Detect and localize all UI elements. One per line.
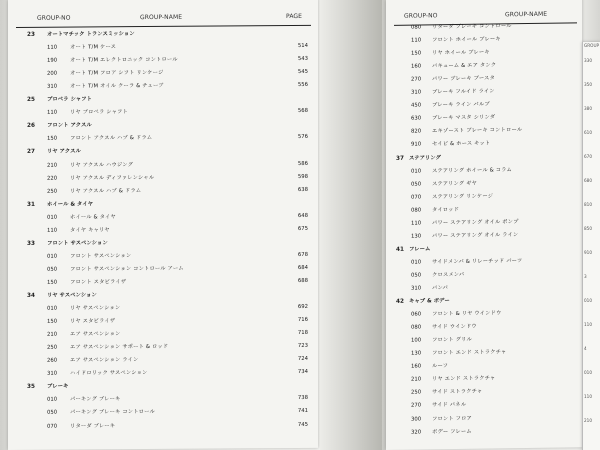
- group-code: 010: [47, 305, 58, 312]
- group-code: 130: [411, 233, 422, 240]
- index-item-row: [16, 79, 312, 93]
- group-code: 050: [47, 410, 58, 417]
- group-name: リヤ アクスル ディファレンシャル: [70, 174, 155, 182]
- section-name: フロント アクスル: [47, 122, 92, 130]
- group-name: パワー ステアリング オイル ライン: [432, 231, 519, 240]
- group-name: オート T/M エレクトロニック コントロール: [70, 56, 178, 64]
- section-name: オートマチック トランスミッション: [47, 31, 135, 38]
- group-code: 080: [411, 324, 422, 331]
- page-number: 568: [297, 108, 308, 115]
- index-item-row: [394, 189, 578, 204]
- group-name: エア サスペンション: [70, 331, 121, 338]
- group-name: エア サスペンション サポート & ロッド: [70, 344, 169, 351]
- group-name: タイヤ キャリヤ: [70, 227, 110, 234]
- group-name: リヤ ホイール ブレーキ: [432, 49, 490, 57]
- group-code: 260: [47, 357, 58, 364]
- group-code: 050: [411, 272, 422, 279]
- section-header-row: [16, 236, 312, 250]
- index-item-row: [394, 163, 578, 178]
- group-code: 110: [47, 109, 58, 117]
- index-item-row: [394, 32, 578, 47]
- group-code: 110: [411, 37, 422, 44]
- index-item-row: [16, 353, 312, 367]
- index-item-row: [394, 411, 578, 426]
- section-name: フロント サスペンション: [47, 240, 108, 247]
- group-name: ハイドロリック サスペンション: [70, 370, 148, 377]
- index-item-row: [16, 327, 312, 341]
- index-item-row: [394, 202, 578, 217]
- group-name: ルーフ: [432, 363, 449, 370]
- group-code: 010: [47, 253, 58, 260]
- group-code: 080: [411, 207, 422, 214]
- section-header-row: [16, 288, 312, 302]
- page-number: 734: [297, 369, 308, 376]
- group-code: 250: [47, 188, 58, 195]
- group-name: リターダ ブレーキ: [70, 422, 116, 430]
- group-code: 150: [47, 279, 58, 286]
- group-code: 070: [47, 423, 58, 430]
- group-name: フロント サスペンション: [70, 252, 132, 260]
- edge-code: 850: [584, 226, 592, 231]
- group-name: リヤ サスペンション: [70, 305, 121, 312]
- group-name: クロスメンバ: [432, 271, 465, 279]
- section-name: リヤ アクスル: [47, 148, 81, 156]
- page-number: 678: [297, 251, 308, 258]
- group-code: 050: [47, 266, 58, 273]
- index-item-row: [16, 314, 312, 328]
- group-name: リヤ スタビライザ: [70, 318, 116, 325]
- page-number: 684: [297, 264, 308, 271]
- group-name: リヤ プロペラ シャフト: [70, 109, 128, 116]
- edge-code: 010: [584, 370, 592, 375]
- section-name: キャブ & ボデー: [409, 298, 450, 305]
- index-item-row: [16, 66, 312, 80]
- right-group-name-header: GROUP-NAME: [505, 10, 548, 19]
- page-number: 545: [297, 69, 308, 76]
- group-code: 150: [411, 50, 422, 57]
- group-name: オート T/M オイル クーラ & チューブ: [70, 83, 164, 90]
- section-number: 25: [27, 97, 35, 104]
- group-code: 010: [47, 214, 58, 221]
- page-number: 514: [297, 42, 308, 50]
- section-number: 33: [27, 240, 35, 247]
- group-code: 210: [47, 331, 58, 338]
- index-item-row: [394, 280, 578, 295]
- group-code: 080: [411, 24, 422, 31]
- group-name: オート T/M フロア シフト リンケージ: [70, 70, 164, 77]
- edge-header: GROUP: [584, 43, 600, 48]
- group-code: 150: [47, 136, 58, 143]
- group-code: 220: [47, 175, 58, 182]
- index-item-row: [394, 176, 578, 191]
- section-number: 23: [27, 31, 35, 38]
- group-code: 210: [47, 162, 58, 169]
- group-code: 200: [47, 70, 58, 77]
- group-name: パワー ブレーキ ブースタ: [432, 75, 495, 83]
- page-number: 556: [297, 82, 308, 89]
- page-number: 675: [297, 225, 308, 232]
- page-number: 716: [297, 316, 308, 324]
- page-header: PAGE: [286, 12, 303, 21]
- section-name: フレーム: [409, 246, 431, 253]
- edge-code: 110: [584, 394, 592, 399]
- section-name: プロペラ シャフト: [47, 96, 92, 103]
- group-code: 110: [47, 44, 58, 51]
- group-name: エキゾースト ブレーキ コントロール: [432, 127, 523, 135]
- index-item-row: [16, 53, 312, 67]
- index-item-row: [16, 301, 312, 315]
- index-item-row: [16, 223, 312, 237]
- group-no-header: GROUP-NO: [37, 14, 71, 22]
- index-item-row: [394, 372, 578, 387]
- section-header-row: [16, 92, 312, 106]
- group-name: パーキング ブレーキ: [70, 396, 121, 403]
- group-code: 010: [411, 259, 422, 266]
- group-code: 300: [411, 416, 422, 423]
- page-number: 638: [297, 186, 308, 193]
- index-item-row: [394, 385, 578, 400]
- page-number: 718: [297, 330, 308, 337]
- edge-code: 3: [584, 274, 587, 279]
- section-number: 31: [27, 201, 35, 208]
- group-code: 310: [411, 89, 422, 96]
- book-gutter: [320, 0, 382, 450]
- section-name: ステアリング: [409, 154, 441, 162]
- index-item-row: [394, 306, 578, 321]
- index-item-row: [16, 105, 312, 119]
- edge-code: 610: [584, 130, 592, 135]
- section-header-row: [16, 27, 312, 41]
- group-name: サイド ストラクチャ: [432, 389, 483, 396]
- page-number: 745: [297, 421, 308, 428]
- group-name: パーキング ブレーキ コントロール: [70, 409, 155, 417]
- edge-code: 680: [584, 178, 592, 183]
- group-name-header: GROUP-NAME: [140, 13, 183, 22]
- section-header-row: [16, 118, 312, 132]
- group-code: 630: [411, 115, 422, 122]
- section-number: 42: [396, 298, 404, 305]
- group-code: 310: [47, 370, 58, 378]
- group-name: パワー ステアリング オイル ポンプ: [432, 218, 519, 227]
- group-code: 060: [411, 311, 422, 318]
- edge-code: 330: [584, 58, 592, 63]
- edge-code: 670: [584, 154, 592, 159]
- group-name: ステアリング ギヤ: [432, 180, 477, 187]
- page-number: 692: [297, 303, 308, 311]
- section-name: ホイール & タイヤ: [47, 201, 93, 208]
- section-number: 37: [396, 155, 404, 162]
- index-item-row: [16, 405, 312, 419]
- index-item-row: [394, 254, 578, 269]
- group-name: フロント ホイール ブレーキ: [432, 36, 501, 44]
- index-item-row: [394, 124, 578, 139]
- index-item-row: [394, 111, 578, 126]
- edge-code: 910: [584, 250, 592, 255]
- index-item-row: [394, 19, 578, 34]
- right-page: [386, 0, 582, 450]
- group-name: セイビ & ホース キット: [432, 140, 491, 148]
- page-number: 723: [297, 343, 308, 350]
- group-name: フロント グリル: [432, 336, 472, 344]
- index-item-row: [394, 319, 578, 334]
- index-item-row: [394, 137, 578, 152]
- index-item-row: [394, 267, 578, 282]
- group-code: 210: [411, 376, 422, 383]
- group-code: 050: [411, 181, 422, 188]
- index-item-row: [394, 85, 578, 100]
- group-code: 450: [411, 102, 422, 109]
- edge-code: 210: [584, 418, 592, 423]
- group-name: サイド ウインドウ: [432, 323, 477, 331]
- index-item-row: [394, 228, 578, 243]
- index-item-row: [394, 333, 578, 348]
- group-name: サイド パネル: [432, 402, 467, 409]
- page-number: 741: [297, 408, 308, 415]
- group-name: ステアリング リンケージ: [432, 193, 494, 200]
- section-name: リヤ サスペンション: [47, 292, 97, 299]
- edge-code: 4: [584, 346, 587, 351]
- page-number: 738: [297, 395, 308, 402]
- group-code: 320: [411, 429, 422, 436]
- section-number: 26: [27, 123, 35, 130]
- group-code: 110: [411, 220, 422, 227]
- group-code: 250: [47, 344, 58, 351]
- section-header-row: [394, 293, 578, 308]
- group-name: エア サスペンション ライン: [70, 357, 139, 364]
- index-item-row: [16, 249, 312, 263]
- page-number: 586: [297, 160, 308, 167]
- group-name: フロント フロア: [432, 415, 472, 422]
- index-item-row: [16, 170, 312, 184]
- index-item-row: [394, 398, 578, 413]
- group-name: タイロッド: [432, 206, 460, 214]
- index-item-row: [394, 45, 578, 60]
- left-table-header: [16, 10, 311, 28]
- section-number: 35: [27, 384, 35, 391]
- group-code: 150: [47, 318, 58, 325]
- group-code: 070: [411, 194, 422, 201]
- group-name: リヤ アクスル ハブ & ドラム: [70, 187, 142, 195]
- group-name: サイドメンバ & リレーチッド パーツ: [432, 257, 523, 266]
- next-page-edge: [582, 42, 600, 450]
- group-code: 310: [47, 83, 58, 90]
- page-number: 543: [297, 55, 308, 63]
- group-name: フロント アクスル ハブ & ドラム: [70, 135, 153, 142]
- index-item-row: [16, 340, 312, 354]
- group-name: バンパ: [432, 285, 448, 292]
- edge-code: 010: [584, 298, 592, 303]
- group-name: フロント サスペンション コントロール アーム: [70, 265, 184, 273]
- edge-code: 810: [584, 202, 592, 207]
- group-name: ブレーキ マスタ シリンダ: [432, 114, 496, 122]
- group-code: 270: [411, 402, 422, 410]
- index-item-row: [394, 72, 578, 87]
- page-number: 598: [297, 173, 308, 180]
- index-item-row: [394, 424, 578, 439]
- group-name: バキューム & エア タンク: [432, 62, 497, 70]
- index-item-row: [16, 131, 312, 145]
- group-code: 160: [411, 363, 422, 370]
- group-name: リヤ アクスル ハウジング: [70, 161, 134, 169]
- left-page: [8, 0, 318, 450]
- group-name: ブレーキ ライン バルブ: [432, 101, 490, 109]
- group-code: 310: [411, 285, 422, 292]
- group-name: フロント スタビライザ: [70, 279, 127, 286]
- group-code: 910: [411, 141, 422, 149]
- edge-code: 380: [584, 106, 592, 111]
- section-header-row: [394, 150, 578, 165]
- group-name: ブレーキ フルイド ライン: [432, 88, 495, 96]
- edge-code: 110: [584, 322, 592, 327]
- index-item-row: [394, 359, 578, 374]
- index-item-row: [394, 215, 578, 230]
- group-name: フロント エンド ストラクチャ: [432, 349, 507, 357]
- edge-code: 350: [584, 82, 592, 87]
- section-number: 27: [27, 149, 35, 156]
- group-code: 820: [411, 128, 422, 136]
- group-code: 010: [47, 397, 58, 404]
- group-code: 010: [411, 168, 422, 175]
- group-code: 270: [411, 76, 422, 83]
- page-number: 724: [297, 356, 308, 363]
- section-header-row: [394, 241, 578, 256]
- index-item-row: [16, 183, 312, 197]
- section-header-row: [16, 197, 312, 211]
- group-code: 100: [411, 337, 422, 344]
- group-code: 130: [411, 350, 422, 357]
- index-item-row: [16, 210, 312, 224]
- page-number: 688: [297, 277, 308, 284]
- right-group-no-header: GROUP-NO: [404, 12, 438, 20]
- group-name: オート T/M ケース: [70, 44, 117, 51]
- section-header-row: [16, 379, 312, 393]
- group-name: ホイール & タイヤ: [70, 213, 116, 221]
- index-item-row: [394, 346, 578, 361]
- page-number: 576: [297, 134, 308, 141]
- index-item-row: [16, 418, 312, 432]
- group-code: 110: [47, 227, 58, 234]
- index-item-row: [16, 366, 312, 380]
- group-code: 160: [411, 63, 422, 70]
- index-item-row: [16, 40, 312, 54]
- index-item-row: [16, 157, 312, 171]
- section-number: 34: [27, 292, 35, 299]
- index-item-row: [16, 275, 312, 289]
- group-code: 250: [411, 389, 422, 397]
- section-number: 41: [396, 246, 404, 253]
- group-name: リヤ エンド ストラクチャ: [432, 375, 496, 383]
- index-item-row: [16, 262, 312, 276]
- index-item-row: [394, 58, 578, 73]
- section-header-row: [16, 144, 312, 158]
- index-item-row: [16, 392, 312, 406]
- group-name: リターダ ブレーキ コントロール: [432, 23, 512, 31]
- page-number: 648: [297, 212, 308, 219]
- group-name: ステアリング ホイール & コラム: [432, 166, 513, 174]
- group-name: フロント & リヤ ウインドウ: [432, 310, 502, 318]
- index-item-row: [394, 98, 578, 113]
- group-name: ボデー フレーム: [432, 428, 472, 435]
- section-name: ブレーキ: [47, 383, 69, 391]
- group-code: 190: [47, 57, 58, 64]
